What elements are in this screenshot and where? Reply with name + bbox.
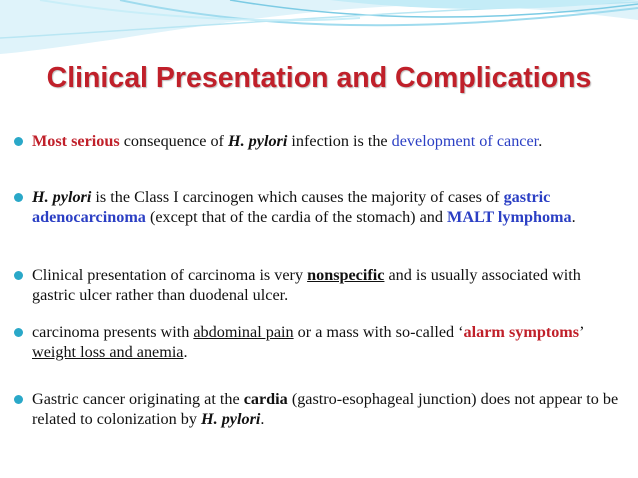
emphasis-text: MALT lymphoma xyxy=(447,207,572,226)
body-text: Clinical presentation of carcinoma is very xyxy=(32,266,308,284)
bullet-dot-icon xyxy=(14,395,23,404)
emphasis-text: nonspecific xyxy=(307,266,385,284)
organism-name: H. pylori xyxy=(201,409,261,428)
body-text: . xyxy=(538,132,543,150)
emphasis-text: gastric adenocarcinoma xyxy=(32,188,551,226)
header-wave-decoration xyxy=(0,0,638,60)
organism-name: H. pylori xyxy=(228,132,288,150)
body-text: (gastro-esophageal junction) does not appear to be related to colonization by xyxy=(32,390,619,428)
bullet-item xyxy=(14,323,626,362)
body-text: and is usually associated with gastric ulcer rather than duodenal ulcer. xyxy=(32,266,581,304)
body-text: . xyxy=(571,207,576,226)
body-text: or a mass with so-called ‘ xyxy=(293,323,464,341)
body-text: ’ xyxy=(579,323,584,341)
emphasis-text: alarm symptoms xyxy=(463,323,580,341)
body-text: consequence of xyxy=(119,132,228,150)
emphasis-text: cardia xyxy=(243,390,288,408)
body-text: Gastric cancer originating at the xyxy=(32,390,244,408)
body-text: is the Class I carcinogen which causes the majority of cases of xyxy=(91,188,504,206)
emphasis-text: Most serious xyxy=(32,132,120,150)
bullet-dot-icon xyxy=(14,193,23,202)
bullet-dot-icon xyxy=(14,137,23,146)
emphasis-text: abdominal pain xyxy=(193,323,294,341)
bullet-dot-icon xyxy=(14,328,23,337)
bullet-item xyxy=(14,132,542,152)
slide-title: Clinical Presentation and Complications xyxy=(46,62,592,94)
organism-name: H. pylori xyxy=(32,188,92,206)
body-text: . xyxy=(183,342,188,361)
body-text: infection is the xyxy=(287,132,392,150)
bullet-dot-icon xyxy=(14,271,23,280)
body-text: . xyxy=(260,409,265,428)
bullet-item xyxy=(14,266,626,305)
emphasis-text: weight loss and anemia xyxy=(32,342,184,361)
body-text: (except that of the cardia of the stomach) and xyxy=(145,207,448,226)
bullet-item xyxy=(14,390,626,429)
body-text: carcinoma presents with xyxy=(32,323,194,341)
emphasis-text: development of cancer xyxy=(391,132,539,150)
bullet-item xyxy=(14,188,626,227)
